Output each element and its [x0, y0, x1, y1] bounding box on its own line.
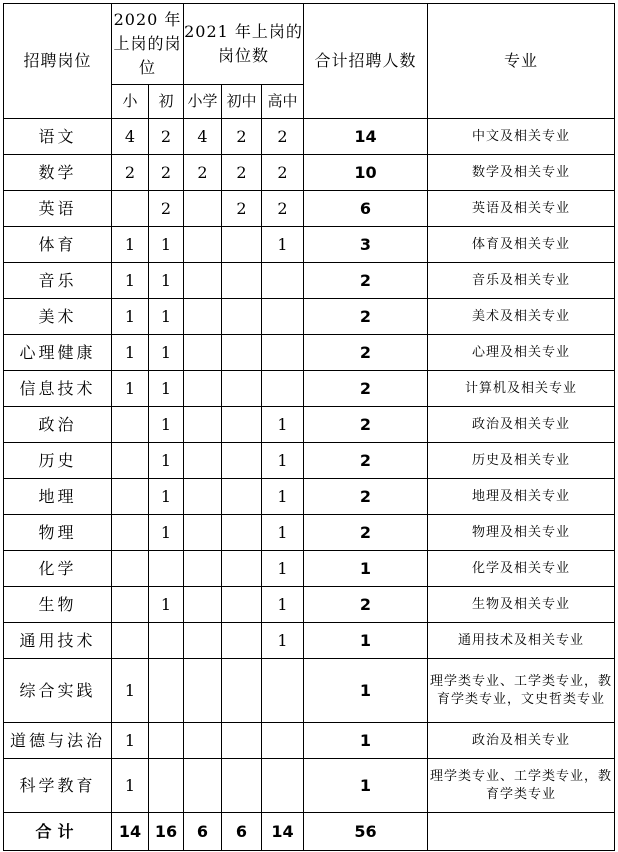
- total-cell: 3: [304, 227, 428, 263]
- major-cell: 美术及相关专业: [428, 299, 615, 335]
- summary-major-cell: [428, 813, 615, 851]
- subject-cell: 语文: [4, 119, 112, 155]
- count-cell: [112, 191, 149, 227]
- count-cell: 2: [184, 155, 222, 191]
- count-cell: 1: [149, 227, 184, 263]
- table-row: [4, 155, 615, 191]
- count-cell: 1: [112, 371, 149, 407]
- count-cell: [222, 587, 262, 623]
- summary-count-cell: 6: [184, 813, 222, 851]
- count-cell: 2: [222, 119, 262, 155]
- total-cell: 2: [304, 335, 428, 371]
- count-cell: [184, 479, 222, 515]
- count-cell: [222, 723, 262, 759]
- major-cell: 计算机及相关专业: [428, 371, 615, 407]
- subject-cell: 政治: [4, 407, 112, 443]
- major-cell: 政治及相关专业: [428, 407, 615, 443]
- total-cell: 2: [304, 299, 428, 335]
- table-row: [4, 443, 615, 479]
- count-cell: [262, 759, 304, 813]
- count-cell: 1: [112, 659, 149, 723]
- subject-cell: 美术: [4, 299, 112, 335]
- count-cell: [262, 371, 304, 407]
- table-row: [4, 407, 615, 443]
- count-cell: 2: [149, 191, 184, 227]
- summary-count-cell: 16: [149, 813, 184, 851]
- header-major: 专业: [428, 4, 615, 119]
- total-cell: 1: [304, 551, 428, 587]
- count-cell: 2: [112, 155, 149, 191]
- count-cell: [184, 407, 222, 443]
- count-cell: [222, 515, 262, 551]
- count-cell: 1: [262, 551, 304, 587]
- major-cell: 理学类专业、工学类专业，教育学类专业: [428, 759, 615, 813]
- count-cell: 1: [149, 299, 184, 335]
- count-cell: [184, 551, 222, 587]
- sub-header-primary-2020: 小: [112, 85, 149, 119]
- count-cell: [222, 263, 262, 299]
- count-cell: [262, 335, 304, 371]
- summary-count-cell: 14: [262, 813, 304, 851]
- count-cell: 1: [262, 407, 304, 443]
- major-cell: 数学及相关专业: [428, 155, 615, 191]
- count-cell: 1: [149, 335, 184, 371]
- table-row: [4, 299, 615, 335]
- table-body: [4, 4, 615, 851]
- subject-cell: 心理健康: [4, 335, 112, 371]
- major-cell: 生物及相关专业: [428, 587, 615, 623]
- count-cell: 4: [184, 119, 222, 155]
- count-cell: 1: [112, 759, 149, 813]
- count-cell: 1: [262, 443, 304, 479]
- count-cell: 1: [149, 371, 184, 407]
- table-row: [4, 659, 615, 723]
- total-cell: 2: [304, 515, 428, 551]
- table-row: [4, 263, 615, 299]
- count-cell: [184, 659, 222, 723]
- count-cell: [184, 371, 222, 407]
- table-row: [4, 759, 615, 813]
- count-cell: [222, 623, 262, 659]
- count-cell: 2: [149, 119, 184, 155]
- table-row: [4, 515, 615, 551]
- count-cell: [184, 299, 222, 335]
- sub-header-junior-2020: 初: [149, 85, 184, 119]
- count-cell: 2: [222, 191, 262, 227]
- count-cell: [112, 515, 149, 551]
- count-cell: [149, 723, 184, 759]
- count-cell: [112, 623, 149, 659]
- count-cell: [222, 407, 262, 443]
- count-cell: [112, 551, 149, 587]
- count-cell: [222, 659, 262, 723]
- count-cell: 1: [149, 587, 184, 623]
- total-cell: 2: [304, 443, 428, 479]
- summary-total-cell: 56: [304, 813, 428, 851]
- count-cell: 4: [112, 119, 149, 155]
- count-cell: [184, 263, 222, 299]
- subject-cell: 道德与法治: [4, 723, 112, 759]
- count-cell: 1: [112, 335, 149, 371]
- count-cell: [184, 623, 222, 659]
- subject-cell: 物理: [4, 515, 112, 551]
- subject-cell: 生物: [4, 587, 112, 623]
- count-cell: [262, 723, 304, 759]
- count-cell: [112, 443, 149, 479]
- summary-row: [4, 813, 615, 851]
- major-cell: 通用技术及相关专业: [428, 623, 615, 659]
- count-cell: 1: [149, 443, 184, 479]
- total-cell: 1: [304, 659, 428, 723]
- count-cell: [184, 515, 222, 551]
- count-cell: 1: [112, 299, 149, 335]
- total-cell: 10: [304, 155, 428, 191]
- table-row: [4, 119, 615, 155]
- count-cell: [112, 479, 149, 515]
- table-row: [4, 479, 615, 515]
- sub-header-primary-2021: 小学: [184, 85, 222, 119]
- subject-cell: 体育: [4, 227, 112, 263]
- count-cell: [262, 263, 304, 299]
- subject-cell: 综合实践: [4, 659, 112, 723]
- summary-label: 合计: [4, 813, 112, 851]
- major-cell: 物理及相关专业: [428, 515, 615, 551]
- major-cell: 心理及相关专业: [428, 335, 615, 371]
- header-2020: 2020 年上岗的岗位: [112, 4, 184, 85]
- subject-cell: 地理: [4, 479, 112, 515]
- subject-cell: 科学教育: [4, 759, 112, 813]
- count-cell: [149, 623, 184, 659]
- total-cell: 2: [304, 479, 428, 515]
- count-cell: [222, 227, 262, 263]
- count-cell: [184, 723, 222, 759]
- major-cell: 理学类专业、工学类专业，教育学类专业，文史哲类专业: [428, 659, 615, 723]
- table-row: [4, 551, 615, 587]
- subject-cell: 英语: [4, 191, 112, 227]
- table-row: [4, 723, 615, 759]
- count-cell: [184, 759, 222, 813]
- subject-cell: 信息技术: [4, 371, 112, 407]
- count-cell: [149, 659, 184, 723]
- count-cell: 1: [262, 587, 304, 623]
- count-cell: [222, 759, 262, 813]
- count-cell: 2: [262, 155, 304, 191]
- major-cell: 历史及相关专业: [428, 443, 615, 479]
- count-cell: 1: [262, 227, 304, 263]
- table-row: [4, 587, 615, 623]
- count-cell: [112, 587, 149, 623]
- count-cell: [222, 335, 262, 371]
- table-row: [4, 335, 615, 371]
- sub-header-senior-2021: 高中: [262, 85, 304, 119]
- count-cell: [222, 371, 262, 407]
- total-cell: 2: [304, 371, 428, 407]
- count-cell: 1: [112, 723, 149, 759]
- count-cell: 2: [262, 191, 304, 227]
- count-cell: [262, 299, 304, 335]
- count-cell: 1: [112, 227, 149, 263]
- count-cell: [112, 407, 149, 443]
- count-cell: [184, 335, 222, 371]
- count-cell: [149, 551, 184, 587]
- count-cell: [222, 443, 262, 479]
- major-cell: 中文及相关专业: [428, 119, 615, 155]
- count-cell: [222, 299, 262, 335]
- subject-cell: 历史: [4, 443, 112, 479]
- count-cell: 2: [262, 119, 304, 155]
- count-cell: 1: [262, 479, 304, 515]
- major-cell: 政治及相关专业: [428, 723, 615, 759]
- count-cell: [184, 443, 222, 479]
- subject-cell: 数学: [4, 155, 112, 191]
- total-cell: 14: [304, 119, 428, 155]
- major-cell: 地理及相关专业: [428, 479, 615, 515]
- count-cell: [184, 227, 222, 263]
- count-cell: 1: [149, 263, 184, 299]
- count-cell: 1: [149, 407, 184, 443]
- count-cell: 1: [262, 515, 304, 551]
- count-cell: 2: [149, 155, 184, 191]
- total-cell: 1: [304, 759, 428, 813]
- total-cell: 6: [304, 191, 428, 227]
- count-cell: 1: [149, 479, 184, 515]
- major-cell: 化学及相关专业: [428, 551, 615, 587]
- sub-header-junior-2021: 初中: [222, 85, 262, 119]
- count-cell: [184, 587, 222, 623]
- table-row: [4, 623, 615, 659]
- recruitment-table: [3, 3, 615, 851]
- count-cell: 1: [149, 515, 184, 551]
- total-cell: 1: [304, 623, 428, 659]
- major-cell: 体育及相关专业: [428, 227, 615, 263]
- total-cell: 2: [304, 263, 428, 299]
- total-cell: 1: [304, 723, 428, 759]
- count-cell: [262, 659, 304, 723]
- count-cell: 1: [262, 623, 304, 659]
- header-row-top: [4, 4, 615, 85]
- subject-cell: 化学: [4, 551, 112, 587]
- count-cell: [222, 551, 262, 587]
- summary-count-cell: 14: [112, 813, 149, 851]
- total-cell: 2: [304, 407, 428, 443]
- table-row: [4, 191, 615, 227]
- major-cell: 音乐及相关专业: [428, 263, 615, 299]
- header-2021: 2021 年上岗的岗位数: [184, 4, 304, 85]
- count-cell: [222, 479, 262, 515]
- table-row: [4, 371, 615, 407]
- header-total: 合计招聘人数: [304, 4, 428, 119]
- table-row: [4, 227, 615, 263]
- count-cell: [184, 191, 222, 227]
- summary-count-cell: 6: [222, 813, 262, 851]
- count-cell: [149, 759, 184, 813]
- count-cell: 1: [112, 263, 149, 299]
- subject-cell: 通用技术: [4, 623, 112, 659]
- count-cell: 2: [222, 155, 262, 191]
- major-cell: 英语及相关专业: [428, 191, 615, 227]
- total-cell: 2: [304, 587, 428, 623]
- subject-cell: 音乐: [4, 263, 112, 299]
- header-post: 招聘岗位: [4, 4, 112, 119]
